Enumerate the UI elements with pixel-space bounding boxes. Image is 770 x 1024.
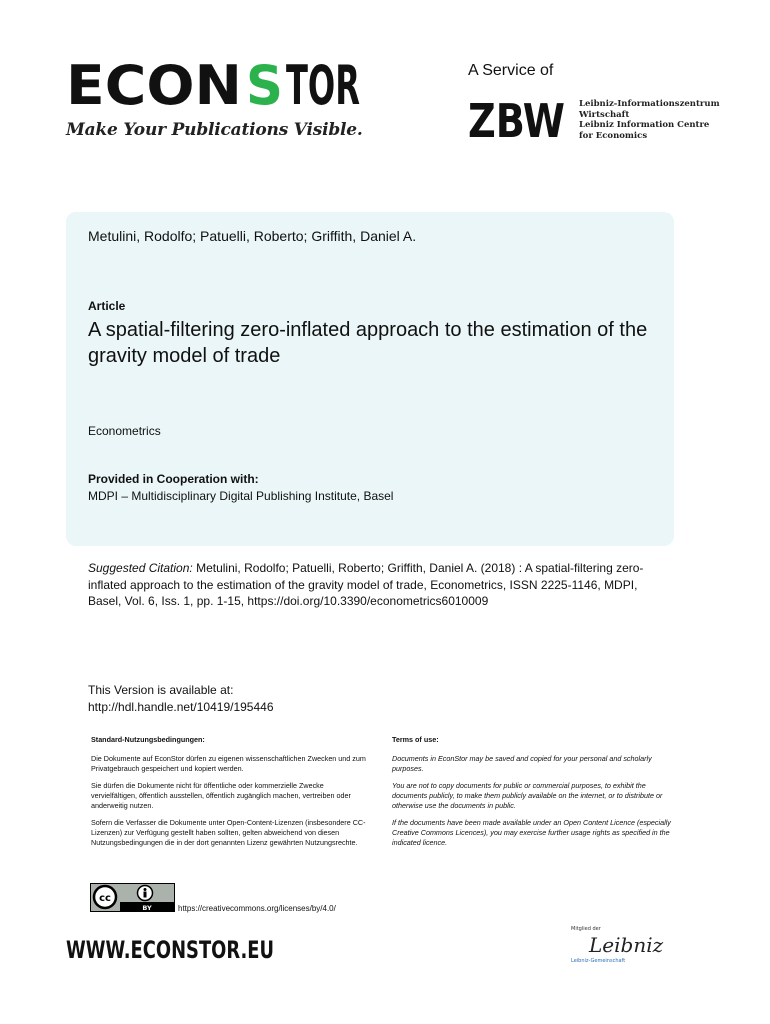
document-title: A spatial-filtering zero-inflated approach to the estimation of the gravity model of trade [88, 319, 648, 367]
terms-german-paragraph: Sofern die Verfasser die Dokumente unter Open-Content-Lizenzen (insbesondere CC-Lizenzen) zur Verfügung gestellt haben sollten, gelten abweichend von diesen Nutzungsbedingungen die in der dort genannten Lizenz gewährten Nutzungsrechte. [91, 818, 366, 847]
terms-english-paragraph: Documents in EconStor may be saved and copied for your personal and scholarly purposes. [392, 754, 652, 773]
terms-german-paragraph: Sie dürfen die Dokumente nicht für öffentliche oder kommerzielle Zwecke vervielfältigen, öffentlich ausstellen, öffentlich zugänglich machen, vertreiben oder anderweitig nutzen. [91, 781, 351, 810]
zbw-logo [468, 94, 568, 148]
leibniz-logo [567, 922, 664, 977]
service-label: A Service of [468, 62, 554, 79]
zbw-line: Wirtschaft [579, 109, 630, 120]
terms-english [392, 735, 672, 855]
zbw-line: Leibniz Information Centre [579, 120, 710, 130]
econstor-site-url[interactable] [66, 935, 281, 968]
zbw-line: for Economics [579, 130, 648, 141]
document-type: Article [88, 299, 126, 313]
suggested-citation [88, 560, 648, 610]
version-url-link[interactable]: http://hdl.handle.net/10419/195446 [88, 700, 274, 714]
cooperation-value: MDPI – Multidisciplinary Digital Publishing Institute, Basel [88, 489, 394, 503]
authors: Metulini, Rodolfo; Patuelli, Roberto; Griffith, Daniel A. [88, 228, 417, 244]
citation-text[interactable]: Metulini, Rodolfo; Patuelli, Roberto; Griffith, Daniel A. (2018) : A spatial-filtering zero-inflated approach to the estimation of the gravity model of trade, Econometrics, ISSN 2225-1146, MDPI, Basel, Vol. 6, Iss. 1, pp. 1-15, https://doi.org/10.3390/econometrics6010009 [88, 561, 644, 608]
tagline: Make Your Publications Visible. [66, 120, 363, 140]
version-label: This Version is available at: [88, 683, 234, 697]
terms-german-paragraph: Die Dokumente auf EconStor dürfen zu eigenen wissenschaftlichen Zwecken und zum Privatgebrauch gespeichert und kopiert werden. [91, 754, 366, 773]
site-url-text: WWW.ECONSTOR.EU [66, 936, 274, 964]
econstor-logo [66, 54, 366, 117]
terms-german [91, 735, 371, 855]
svg-text:TOR: TOR [286, 54, 360, 117]
cc-badge-text: BY [142, 904, 152, 912]
leibniz-caption: Leibniz-Gemeinschaft [571, 958, 626, 964]
terms-english-paragraph: If the documents have been made available under an Open Content Licence (especially Creative Commons Licences), you may exercise further usage rights as specified in the indicated licence. [392, 818, 671, 847]
terms-german-heading: Standard-Nutzungsbedingungen: [91, 735, 205, 744]
terms-english-heading: Terms of use: [392, 735, 439, 744]
zbw-logo-text: ZBW [468, 94, 565, 148]
cc-by-badge[interactable] [90, 883, 175, 912]
svg-text:cc: cc [99, 893, 111, 904]
version-info [88, 682, 274, 716]
leibniz-script: Leibniz [589, 933, 664, 957]
terms-english-paragraph: You are not to copy documents for public or commercial purposes, to exhibit the documents publicly, to make them publicly available on the internet, or to distribute or otherwise use the documents in public. [392, 781, 663, 810]
zbw-line: Leibniz-Informationszentrum [579, 99, 720, 109]
citation-label: Suggested Citation: [88, 561, 193, 575]
journal-name: Econometrics [88, 424, 161, 438]
zbw-description [579, 99, 720, 141]
cooperation-label: Provided in Cooperation with: [88, 472, 259, 486]
license-url-link[interactable]: https://creativecommons.org/licenses/by/4.0/ [178, 904, 336, 913]
svg-text:ECON: ECON [66, 54, 242, 117]
svg-text:S: S [246, 54, 283, 117]
leibniz-member-text: Mitglied der [571, 926, 601, 932]
